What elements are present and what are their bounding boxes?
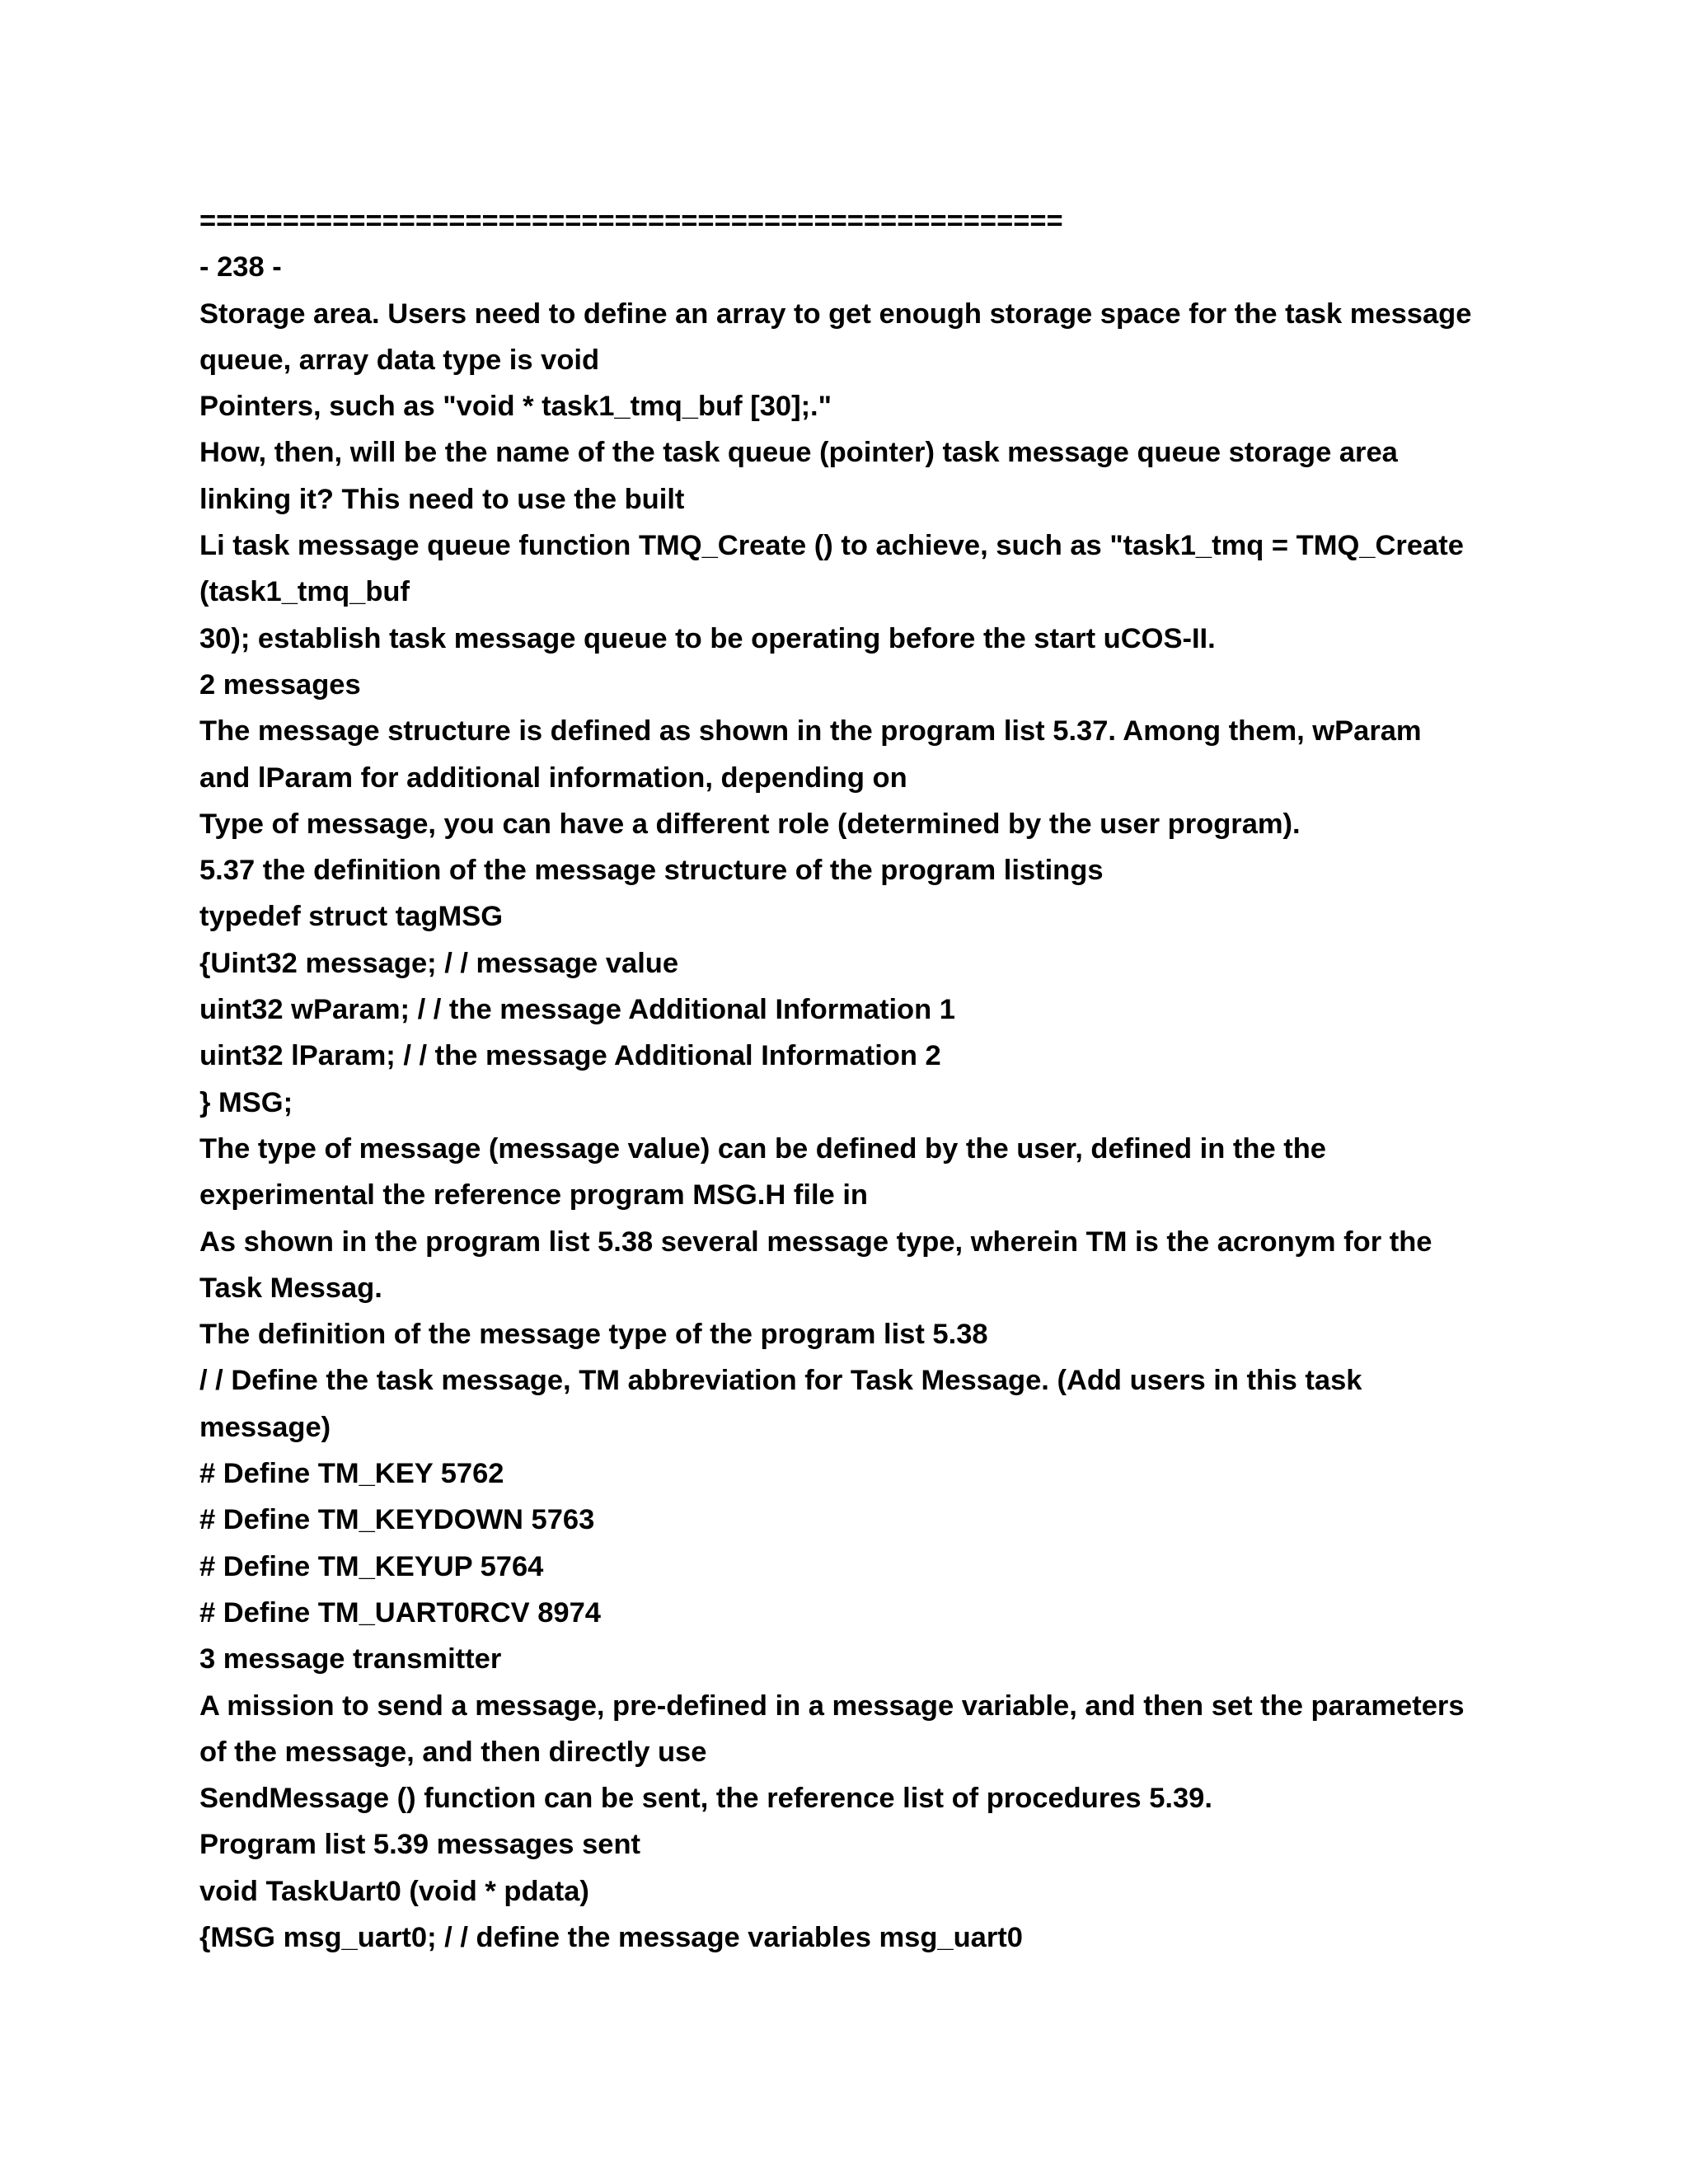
section-heading: 2 messages: [199, 668, 361, 701]
text-line: The type of message (message value) can be defined by the user, defined in the the: [199, 1132, 1326, 1165]
code-line: # Define TM_UART0RCV 8974: [199, 1596, 601, 1629]
text-line: A mission to send a message, pre-defined in a message variable, and then set the parameters: [199, 1690, 1465, 1722]
document-text: [199, 198, 1502, 1961]
text-line: of the message, and then directly use: [199, 1736, 707, 1768]
code-line: uint32 wParam; / / the message Additional Information 1: [199, 994, 955, 1026]
text-line: (task1_tmq_buf: [199, 576, 410, 608]
text-line: Storage area. Users need to define an array to get enough storage space for the task message: [199, 298, 1472, 330]
code-line: / / Define the task message, TM abbreviation for Task Message. (Add users in this task: [199, 1365, 1362, 1397]
code-line: # Define TM_KEYUP 5764: [199, 1550, 544, 1582]
listing-caption: Program list 5.39 messages sent: [199, 1829, 641, 1861]
text-line: SendMessage () function can be sent, the reference list of procedures 5.39.: [199, 1783, 1212, 1815]
text-line: How, then, will be the name of the task queue (pointer) task message queue storage area: [199, 437, 1398, 469]
code-line: message): [199, 1411, 331, 1443]
listing-caption: The definition of the message type of the program list 5.38: [199, 1319, 988, 1351]
text-line: The message structure is defined as shown in the program list 5.37. Among them, wParam: [199, 715, 1422, 748]
listing-caption: 5.37 the definition of the message structure of the program listings: [199, 855, 1104, 887]
code-line: typedef struct tagMSG: [199, 901, 504, 933]
code-line: # Define TM_KEY 5762: [199, 1458, 504, 1490]
code-line: uint32 lParam; / / the message Additional Information 2: [199, 1040, 941, 1072]
text-line: 30); establish task message queue to be operating before the start uCOS-II.: [199, 622, 1216, 654]
text-line: Type of message, you can have a different role (determined by the user program).: [199, 808, 1301, 840]
text-line: experimental the reference program MSG.H file in: [199, 1179, 868, 1212]
text-line: As shown in the program list 5.38 several message type, wherein TM is the acronym for the: [199, 1226, 1432, 1258]
text-line: queue, array data type is void: [199, 344, 600, 376]
code-line: } MSG;: [199, 1086, 293, 1118]
text-line: Li task message queue function TMQ_Create () to achieve, such as "task1_tmq = TMQ_Create: [199, 530, 1464, 562]
code-line: {MSG msg_uart0; / / define the message variables msg_uart0: [199, 1921, 1023, 1953]
section-heading: 3 message transmitter: [199, 1643, 502, 1675]
code-line: # Define TM_KEYDOWN 5763: [199, 1504, 595, 1536]
text-line: and lParam for additional information, depending on: [199, 762, 907, 794]
text-line: linking it? This need to use the built: [199, 483, 685, 515]
code-line: {Uint32 message; / / message value: [199, 947, 679, 979]
separator-line: ====================================================: [199, 205, 1063, 237]
text-line: Pointers, such as "void * task1_tmq_buf [30];.": [199, 391, 832, 423]
text-line: Task Messag.: [199, 1272, 382, 1304]
page-number: - 238 -: [199, 251, 282, 284]
code-line: void TaskUart0 (void * pdata): [199, 1875, 589, 1907]
